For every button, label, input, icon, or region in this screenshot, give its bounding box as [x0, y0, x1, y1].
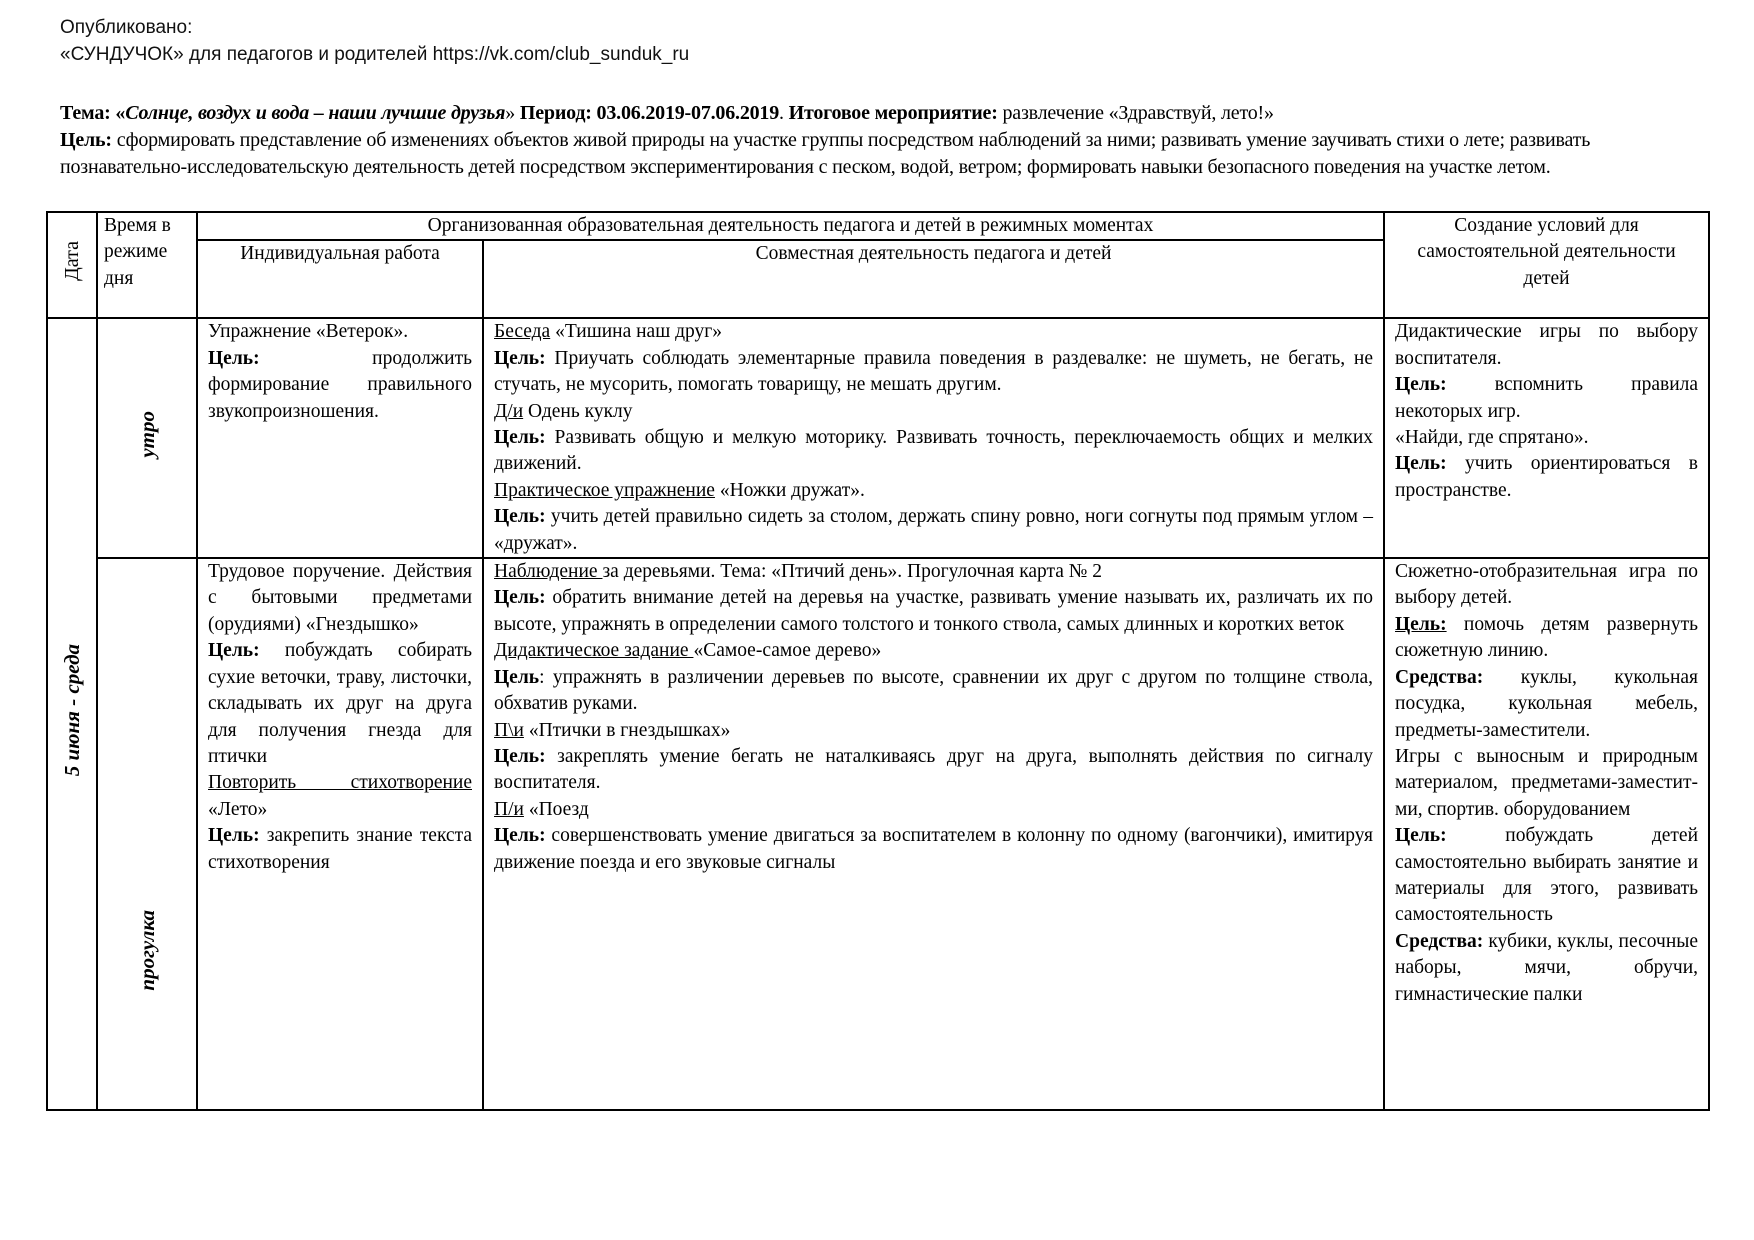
paragraph-text: за деревьями. Тема: «Птичий день». Прогулочная карта № 2	[602, 561, 1103, 583]
theme-label: Тема: «	[60, 102, 126, 124]
paragraph-text: куклы, кукольная посудка, кукольная мебель, предметы-заместители.	[1395, 666, 1699, 741]
goal-label: Цель:	[494, 347, 546, 369]
cell-paragraph	[494, 559, 1373, 585]
cell-paragraph	[1395, 612, 1698, 665]
goal-label: Цель	[494, 666, 540, 688]
individual-cell	[197, 318, 483, 558]
cell-paragraph	[494, 718, 1373, 744]
cell-paragraph	[494, 665, 1373, 718]
cell-paragraph	[208, 319, 472, 345]
paragraph-text: кубики, куклы, песочные наборы, мячи, обручи, гимнастические палки	[1395, 930, 1699, 1005]
paragraph-text: Дидактические игры по выбору воспитателя.	[1395, 321, 1699, 369]
goal-label: Цель:	[60, 129, 112, 151]
activity-type: П/и	[494, 798, 524, 820]
header-joint: Совместная деятельность педагога и детей	[483, 240, 1384, 318]
time-value: прогулка	[134, 909, 159, 991]
goal-paragraph	[60, 127, 1710, 181]
table-row-walk	[47, 558, 1709, 1110]
header-individual: Индивидуальная работа	[197, 240, 483, 318]
goal-label: Средства:	[1395, 930, 1484, 952]
paragraph-text: Сюжетно-отобразительная игра по выбору детей.	[1395, 561, 1699, 609]
goal-label: Цель:	[1395, 374, 1447, 396]
goal-label: Цель:	[494, 506, 546, 528]
goal-label: Цель:	[1395, 825, 1447, 847]
joint-cell	[483, 558, 1384, 1110]
cell-paragraph	[1395, 559, 1698, 612]
individual-cell	[197, 558, 483, 1110]
header-row-1	[47, 212, 1709, 240]
joint-cell	[483, 318, 1384, 558]
paragraph-text: закрепить знание текста стихотворения	[208, 825, 472, 873]
paragraph-text: помочь детям развернуть сюжетную линию.	[1395, 613, 1699, 662]
paragraph-text: «Тишина наш друг»	[550, 321, 723, 343]
cell-paragraph	[1395, 665, 1698, 744]
paragraph-text: «Ножки дружат».	[714, 479, 865, 501]
theme-close: »	[505, 102, 520, 124]
cell-paragraph	[1395, 451, 1698, 504]
final-event-value: развлечение «Здравствуй, лето!»	[997, 102, 1274, 124]
paragraph-text: Трудовое поручение. Действия с бытовыми предметами (орудиями) «Гнездышко»	[208, 561, 472, 635]
cell-paragraph	[1395, 823, 1698, 929]
paragraph-text: «Поезд	[523, 798, 589, 820]
cell-paragraph	[208, 770, 472, 823]
paragraph-text: обратить внимание детей на деревья на участке, развивать умение называть их, различать их по высоте, упражнять в определении самого толстого и тонкого ствола, самых длинных и коротких веток	[494, 587, 1374, 635]
period-end: .	[779, 102, 789, 124]
paragraph-text: «Самое-самое дерево»	[693, 640, 882, 662]
activity-type: Практическое упражнение	[494, 479, 715, 501]
date-cell	[47, 318, 97, 1110]
publication-note	[60, 14, 689, 68]
paragraph-text: учить ориентироваться в пространстве.	[1395, 453, 1699, 501]
header-conditions: Создание условий для самостоятельной деятельности детей	[1384, 212, 1709, 318]
activity-type: Дидактическое задание	[494, 640, 694, 662]
cell-paragraph	[494, 346, 1373, 399]
cell-paragraph	[208, 346, 472, 425]
goal-value: сформировать представление об изменениях объектов живой природы на участке группы посредством наблюдений за ними; развивать умение заучивать стихи о лете; развивать познавательно-исследовательскую деятельность детей посредством экспериментирования с песком, водой, ветром; формировать навыки безопасного поведения на участке летом.	[60, 129, 1591, 178]
paragraph-text: побуждать детей самостоятельно выбирать занятие и материалы для этого, развивать самостоятельность	[1395, 825, 1699, 926]
goal-label: Цель:	[494, 587, 546, 609]
paragraph-text: : упражнять в различении деревьев по высоте, сравнении их друг с другом по толщине ствола, обхватив руками.	[494, 666, 1374, 715]
goal-label: Цель:	[208, 347, 260, 369]
publication-line-2: «СУНДУЧОК» для педагогов и родителей https://vk.com/club_sunduk_ru	[60, 44, 690, 65]
goal-label: Средства:	[1395, 666, 1484, 688]
paragraph-text: Приучать соблюдать элементарные правила поведения в раздевалке: не шуметь, не бегать, не стучать, не мусорить, помогать товарищу, не мешать другим.	[494, 347, 1374, 396]
header-time: Время в режиме дня	[97, 212, 197, 318]
activity-type: Д/и	[494, 400, 524, 422]
paragraph-text: Упражнение «Ветерок».	[208, 321, 409, 343]
conditions-cell	[1384, 318, 1709, 558]
cell-paragraph	[494, 425, 1373, 478]
cell-paragraph	[1395, 929, 1698, 1008]
paragraph-text: Развивать общую и мелкую моторику. Развивать точность, переключаемость общих и мелких движений.	[494, 427, 1374, 475]
activity-type: П\и	[494, 719, 524, 741]
theme-line	[60, 100, 1710, 127]
header-date	[47, 212, 97, 318]
cell-paragraph	[494, 585, 1373, 638]
cell-paragraph	[494, 638, 1373, 664]
goal-label: Цель:	[208, 825, 260, 847]
date-value: 5 июня - среда	[59, 643, 84, 777]
paragraph-text: вспомнить правила некоторых игр.	[1395, 374, 1699, 422]
cell-paragraph	[494, 744, 1373, 797]
paragraph-text: побуждать собирать сухие веточки, траву, листочки, складывать их друг на друга для получения гнезда для птички	[208, 640, 472, 767]
cell-paragraph	[494, 797, 1373, 823]
goal-label: Цель:	[494, 825, 546, 847]
plan-intro	[60, 100, 1710, 181]
paragraph-text: совершенствовать умение двигаться за воспитателем в колонну по одному (вагончики), имитируя движение поезда и его звуковые сигналы	[494, 825, 1374, 873]
time-cell-morning	[97, 318, 197, 558]
header-date-label: Дата	[60, 241, 83, 281]
header-organized: Организованная образовательная деятельность педагога и детей в режимных моментах	[197, 212, 1384, 240]
paragraph-text: закреплять умение бегать не наталкиваясь друг на друга, выполнять действия по сигналу воспитателя.	[494, 745, 1374, 794]
goal-label: Цель:	[208, 640, 260, 662]
cell-paragraph	[1395, 744, 1698, 823]
table-row-morning	[47, 318, 1709, 558]
cell-paragraph	[494, 478, 1373, 504]
paragraph-text: «Лето»	[208, 798, 268, 820]
cell-paragraph	[208, 823, 472, 876]
paragraph-text: продолжить формирование правильного звукопроизношения.	[208, 347, 472, 422]
activity-type: Беседа	[494, 321, 551, 343]
cell-paragraph	[494, 504, 1373, 557]
time-value: утро	[134, 410, 159, 458]
plan-table	[46, 211, 1710, 1111]
cell-paragraph	[1395, 425, 1698, 451]
cell-paragraph	[208, 559, 472, 638]
cell-paragraph	[494, 399, 1373, 425]
cell-paragraph	[1395, 372, 1698, 425]
final-event-label: Итоговое мероприятие:	[788, 102, 998, 124]
conditions-cell	[1384, 558, 1709, 1110]
cell-paragraph	[1395, 319, 1698, 372]
paragraph-text: Одень куклу	[523, 400, 633, 422]
period-label: Период: 03.06.2019-07.06.2019	[519, 102, 780, 124]
paragraph-text: Игры с выносным и природным материалом, предметами-заместит-ми, спортив. оборудованием	[1395, 745, 1699, 820]
paragraph-text: учить детей правильно сидеть за столом, держать спину ровно, ноги согнуты под прямым углом – «дружат».	[494, 506, 1374, 554]
activity-type: Повторить стихотворение	[208, 772, 472, 794]
cell-paragraph	[208, 638, 472, 770]
goal-label: Цель:	[1395, 613, 1447, 635]
time-cell-walk	[97, 558, 197, 1110]
cell-paragraph	[494, 319, 1373, 345]
activity-type: Наблюдение	[494, 561, 603, 583]
goal-label: Цель:	[494, 427, 546, 449]
paragraph-text: «Птички в гнездышках»	[523, 719, 731, 741]
theme-value: Солнце, воздух и вода – наши лучшие друзья	[125, 102, 506, 124]
publication-line-1: Опубликовано:	[60, 17, 193, 38]
paragraph-text: «Найди, где спрятано».	[1395, 427, 1589, 449]
goal-label: Цель:	[494, 745, 546, 767]
cell-paragraph	[494, 823, 1373, 876]
goal-label: Цель:	[1395, 453, 1447, 475]
